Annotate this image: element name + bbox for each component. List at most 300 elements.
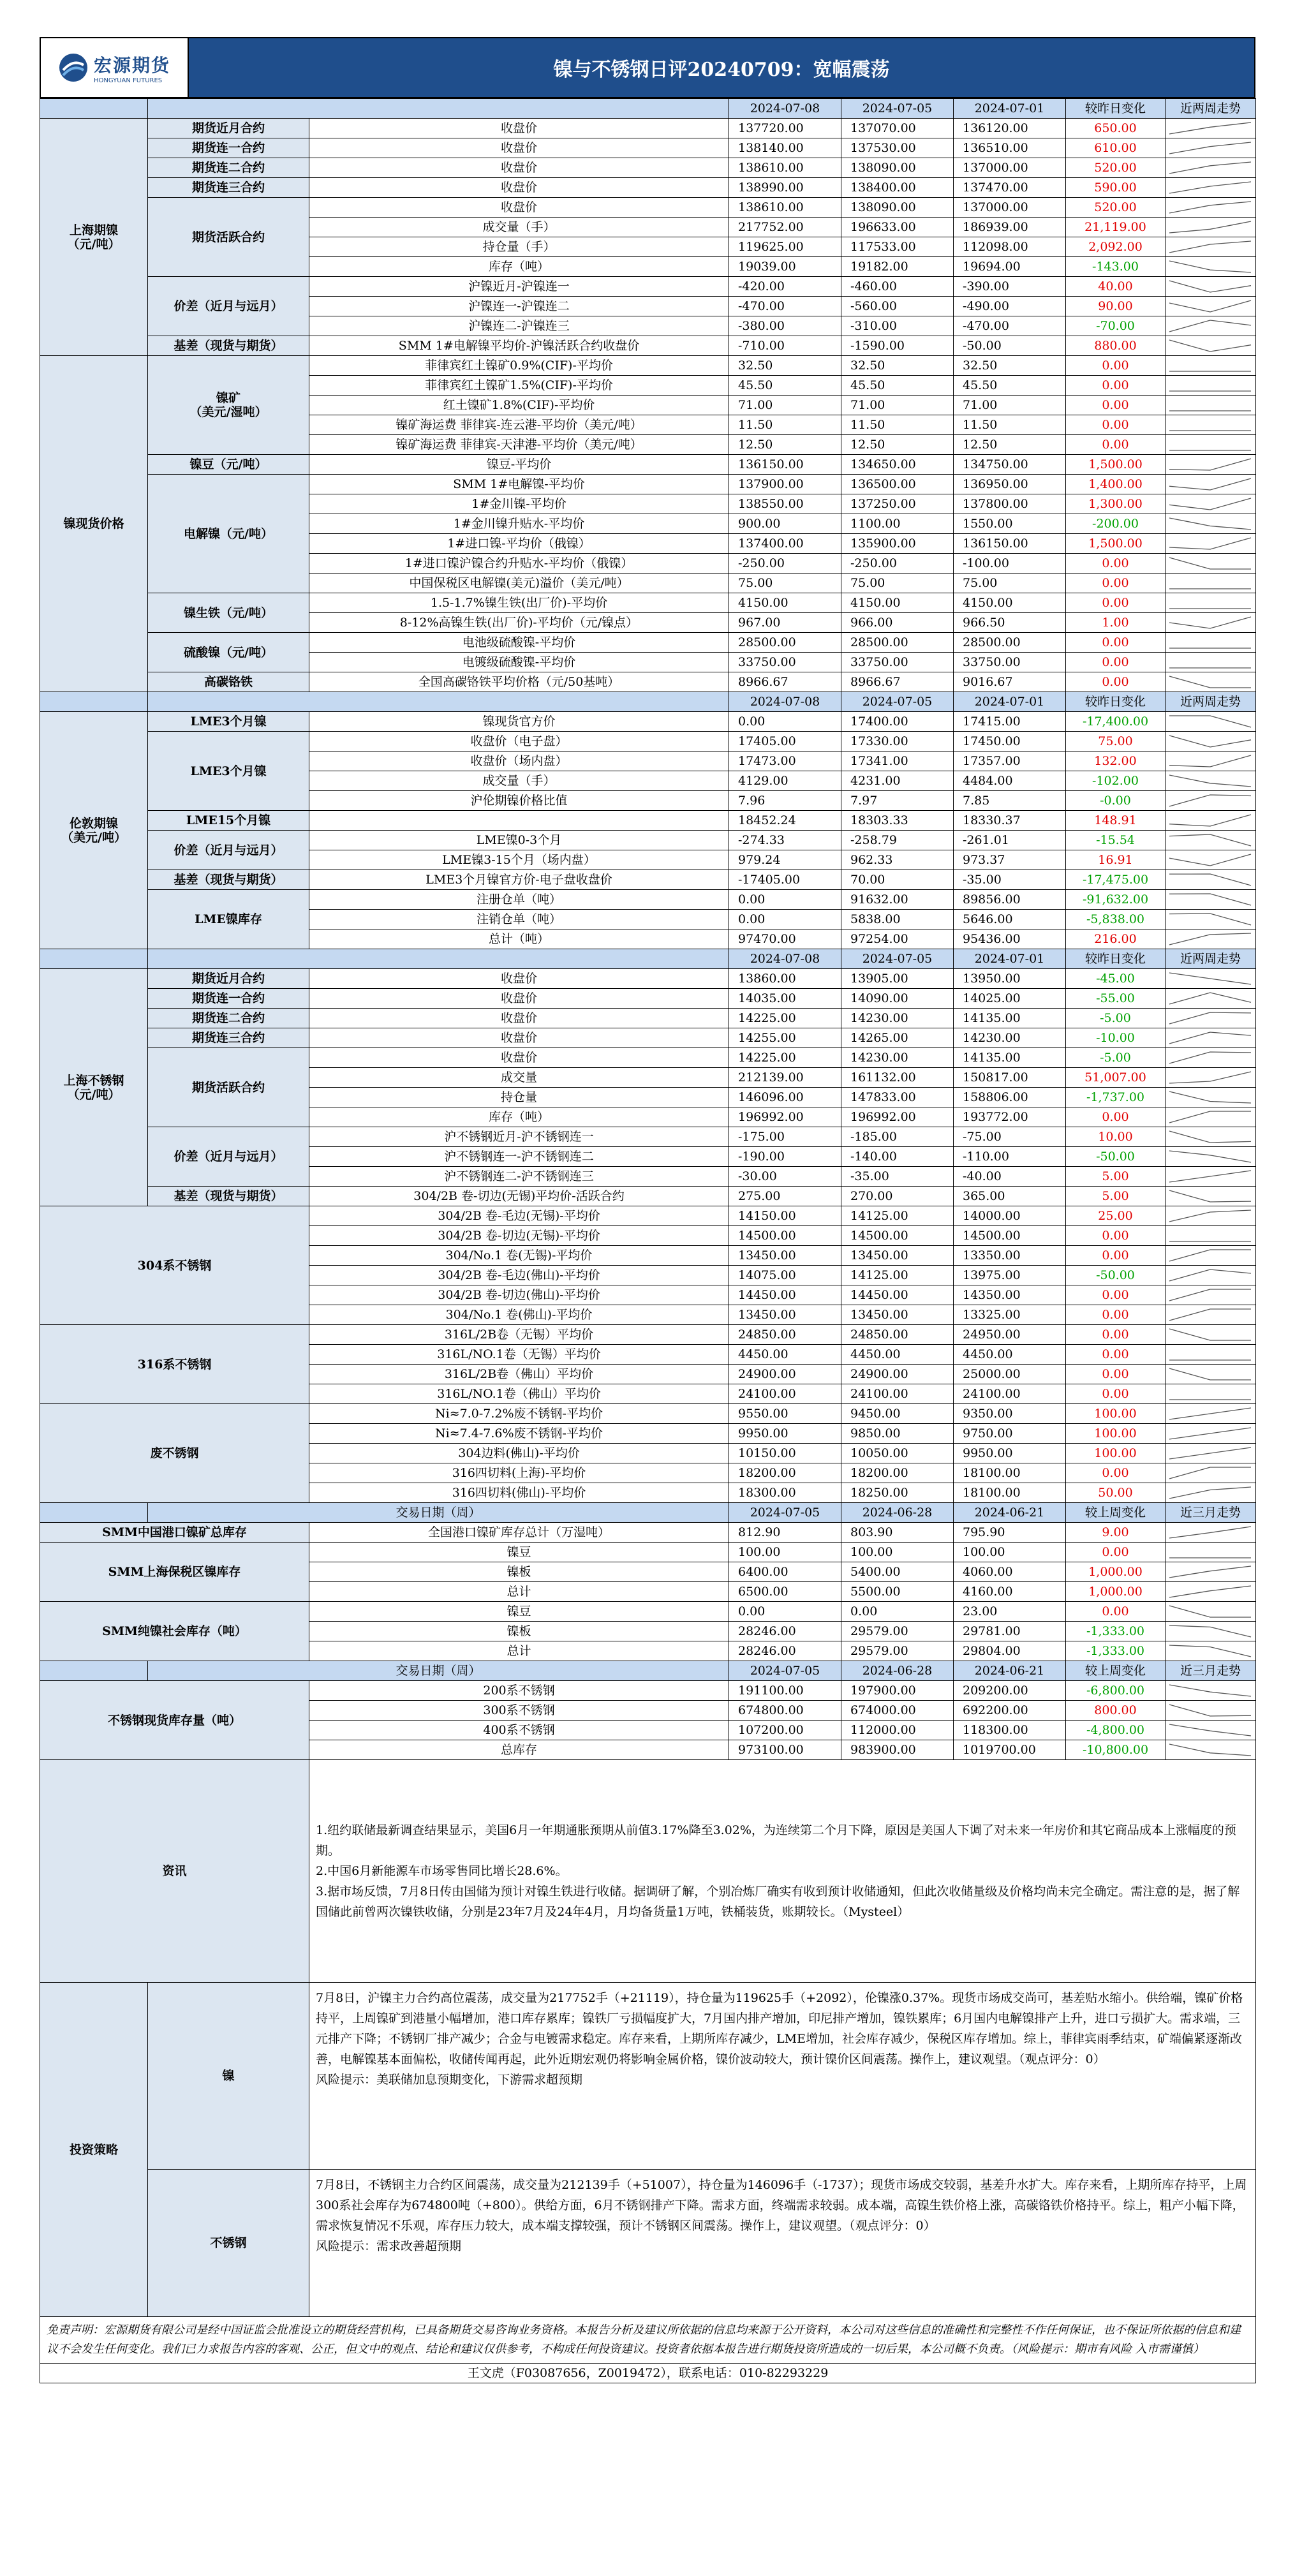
- value-cell: 966.50: [954, 613, 1066, 633]
- sparkline: [1167, 1149, 1254, 1164]
- category-label: LME3个月镍: [148, 712, 309, 732]
- change-cell: -1,737.00: [1066, 1088, 1166, 1107]
- trend-cell: [1166, 1701, 1256, 1721]
- change-cell: 75.00: [1066, 732, 1166, 751]
- value-cell: 75.00: [954, 574, 1066, 593]
- indicator-name: 镍矿海运费 菲律宾-连云港-平均价（美元/吨）: [309, 415, 729, 435]
- value-cell: -110.00: [954, 1147, 1066, 1167]
- indicator-name: 收盘价（电子盘）: [309, 732, 729, 751]
- change-cell: -4,800.00: [1066, 1721, 1166, 1740]
- trend-cell: [1166, 1384, 1256, 1404]
- sparkline: [1167, 318, 1254, 334]
- table-row: [40, 712, 1256, 732]
- change-cell: -102.00: [1066, 771, 1166, 791]
- value-cell: 13905.00: [841, 969, 954, 989]
- value-cell: 191100.00: [729, 1681, 841, 1701]
- change-cell: 800.00: [1066, 1701, 1166, 1721]
- value-cell: 137800.00: [954, 494, 1066, 514]
- change-cell: 0.00: [1066, 1365, 1166, 1384]
- value-cell: 136120.00: [954, 119, 1066, 138]
- value-cell: -185.00: [841, 1127, 954, 1147]
- table-row: [40, 870, 1256, 890]
- trend-cell: [1166, 257, 1256, 277]
- value-cell: 13950.00: [954, 969, 1066, 989]
- change-cell: -1,333.00: [1066, 1641, 1166, 1661]
- trend-cell: [1166, 198, 1256, 218]
- value-cell: -40.00: [954, 1167, 1066, 1187]
- header-blank: [40, 949, 148, 969]
- value-cell: -560.00: [841, 297, 954, 316]
- category-label: 电解镍（元/吨）: [148, 475, 309, 593]
- trend-cell: [1166, 831, 1256, 850]
- value-cell: 137720.00: [729, 119, 841, 138]
- sparkline: [1167, 1406, 1254, 1421]
- value-cell: 365.00: [954, 1187, 1066, 1206]
- value-cell: -380.00: [729, 316, 841, 336]
- strategy-ss-body: 7月8日，不锈钢主力合约区间震荡，成交量为212139手（+51007），持仓量为146096手（-1737）；现货市场成交较弱，基差升水扩大。库存来看，上期所库存持平，上周300系社会库存为674800吨（+800）。供给方面，6月不锈钢排产下降。需求方面，终端需求较弱。成本端，高镍生铁价格上涨，高碳铬铁价格持平。综上，粗产小幅下降，需求恢复情况不乐观，库存压力较大，成本端支撑较强，预计不锈钢区间震荡。操作上，建议观望。（观点评分：0）: [316, 2178, 1247, 2233]
- value-cell: 9350.00: [954, 1404, 1066, 1424]
- value-cell: 10050.00: [841, 1444, 954, 1463]
- trend-cell: [1166, 850, 1256, 870]
- value-cell: -460.00: [841, 277, 954, 297]
- value-cell: 1019700.00: [954, 1740, 1066, 1760]
- value-cell: 1100.00: [841, 514, 954, 534]
- table-row: [40, 811, 1256, 831]
- header-d3: 2024-07-01: [954, 692, 1066, 712]
- change-cell: 148.91: [1066, 811, 1166, 831]
- value-cell: 795.90: [954, 1523, 1066, 1543]
- table-row: [40, 178, 1256, 198]
- header-row: [40, 1661, 1256, 1681]
- trend-cell: [1166, 929, 1256, 949]
- trend-cell: [1166, 554, 1256, 574]
- header-d1: 2024-07-08: [729, 692, 841, 712]
- trend-cell: [1166, 1404, 1256, 1424]
- trend-cell: [1166, 1602, 1256, 1622]
- header-d3: 2024-06-21: [954, 1503, 1066, 1523]
- value-cell: 10150.00: [729, 1444, 841, 1463]
- change-cell: 0.00: [1066, 593, 1166, 613]
- indicator-name: 成交量: [309, 1068, 729, 1088]
- value-cell: 17341.00: [841, 751, 954, 771]
- trend-cell: [1166, 1009, 1256, 1028]
- sparkline: [1167, 1446, 1254, 1461]
- value-cell: 138400.00: [841, 178, 954, 198]
- change-cell: -91,632.00: [1066, 890, 1166, 910]
- value-cell: 18250.00: [841, 1483, 954, 1503]
- value-cell: 137400.00: [729, 534, 841, 554]
- value-cell: 45.50: [729, 376, 841, 396]
- value-cell: 7.96: [729, 791, 841, 811]
- sparkline: [1167, 140, 1254, 156]
- category-label: 期货近月合约: [148, 119, 309, 138]
- value-cell: 14090.00: [841, 989, 954, 1009]
- value-cell: 137530.00: [841, 138, 954, 158]
- indicator-name: 总计（吨）: [309, 929, 729, 949]
- value-cell: 17450.00: [954, 732, 1066, 751]
- value-cell: 32.50: [729, 356, 841, 376]
- value-cell: 29579.00: [841, 1622, 954, 1641]
- value-cell: 9750.00: [954, 1424, 1066, 1444]
- table-row: [40, 831, 1256, 850]
- sparkline: [1167, 1188, 1254, 1204]
- trend-cell: [1166, 158, 1256, 178]
- sparkline: [1167, 655, 1254, 670]
- header-d2: 2024-06-28: [841, 1503, 954, 1523]
- value-cell: 4150.00: [841, 593, 954, 613]
- header-blank: [40, 692, 148, 712]
- sparkline: [1167, 338, 1254, 353]
- strategy-label: 投资策略: [40, 1983, 148, 2317]
- value-cell: 0.00: [729, 910, 841, 929]
- indicator-name: 316四切料(上海)-平均价: [309, 1463, 729, 1483]
- disclaimer: 免责声明：宏源期货有限公司是经中国证监会批准设立的期货经营机构，已具备期货交易咨询业务资格。本报告分析及建议所依据的信息均来源于公开资料，本公司对这些信息的准确性和完整性不作任何保证，也不保证所依据的信息和建议不会发生任何变化。我们已力求报告内容的客观、公正，但文中的观点、结论和建议仅供参考，不构成任何投资建议。投资者依据本报告进行期货投资所造成的一切后果，本公司概不负责。（风险提示：期市有风险 入市需谨慎）: [40, 2317, 1256, 2364]
- indicator-name: 收盘价: [309, 198, 729, 218]
- value-cell: 0.00: [729, 890, 841, 910]
- sparkline: [1167, 1386, 1254, 1402]
- value-cell: 967.00: [729, 613, 841, 633]
- value-cell: 150817.00: [954, 1068, 1066, 1088]
- indicator-name: 注册仓单（吨）: [309, 890, 729, 910]
- value-cell: -274.33: [729, 831, 841, 850]
- indicator-name: Ni≈7.0-7.2%废不锈钢-平均价: [309, 1404, 729, 1424]
- change-cell: -10.00: [1066, 1028, 1166, 1048]
- sparkline: [1167, 1584, 1254, 1599]
- table-row: [40, 633, 1256, 653]
- value-cell: -35.00: [954, 870, 1066, 890]
- value-cell: 9850.00: [841, 1424, 954, 1444]
- value-cell: 275.00: [729, 1187, 841, 1206]
- trend-cell: [1166, 336, 1256, 356]
- section-label: 上海不锈钢 （元/吨）: [40, 969, 148, 1206]
- value-cell: 18330.37: [954, 811, 1066, 831]
- change-cell: 1.00: [1066, 613, 1166, 633]
- value-cell: 138090.00: [841, 158, 954, 178]
- value-cell: 19039.00: [729, 257, 841, 277]
- value-cell: 8966.67: [841, 672, 954, 692]
- category-label: 废不锈钢: [40, 1404, 309, 1503]
- value-cell: 9450.00: [841, 1404, 954, 1424]
- change-cell: 0.00: [1066, 1246, 1166, 1266]
- change-cell: -70.00: [1066, 316, 1166, 336]
- value-cell: 9950.00: [954, 1444, 1066, 1463]
- sparkline: [1167, 1643, 1254, 1659]
- indicator-name: 316L/2B卷（无锡）平均价: [309, 1325, 729, 1345]
- value-cell: 14500.00: [729, 1226, 841, 1246]
- trend-cell: [1166, 969, 1256, 989]
- indicator-name: 304/2B 卷-切边(无锡)平均价-活跃合约: [309, 1187, 729, 1206]
- indicator-name: 1#金川镍-平均价: [309, 494, 729, 514]
- value-cell: 33750.00: [729, 653, 841, 672]
- value-cell: 14225.00: [729, 1009, 841, 1028]
- value-cell: 7.97: [841, 791, 954, 811]
- change-cell: 0.00: [1066, 574, 1166, 593]
- value-cell: -250.00: [729, 554, 841, 574]
- value-cell: 14075.00: [729, 1266, 841, 1285]
- strategy-ss-label: 不锈钢: [148, 2170, 309, 2317]
- table-row: [40, 475, 1256, 494]
- value-cell: 100.00: [954, 1543, 1066, 1562]
- header-d2: 2024-06-28: [841, 1661, 954, 1681]
- value-cell: 28500.00: [954, 633, 1066, 653]
- value-cell: 75.00: [729, 574, 841, 593]
- trend-cell: [1166, 910, 1256, 929]
- value-cell: 14255.00: [729, 1028, 841, 1048]
- value-cell: 32.50: [841, 356, 954, 376]
- trend-cell: [1166, 297, 1256, 316]
- change-cell: 0.00: [1066, 435, 1166, 455]
- news-item: 1.纽约联储最新调查结果显示，美国6月一年期通胀预期从前值3.17%降至3.02%，为连续第二个月下降，原因是美国人下调了对未来一年房价和其它商品成本上涨幅度的预期。: [316, 1823, 1236, 1858]
- change-cell: 100.00: [1066, 1404, 1166, 1424]
- value-cell: 89856.00: [954, 890, 1066, 910]
- header-chg: 较昨日变化: [1066, 949, 1166, 969]
- trend-cell: [1166, 376, 1256, 396]
- indicator-name: 316L/NO.1卷（无锡）平均价: [309, 1345, 729, 1365]
- trend-cell: [1166, 1523, 1256, 1543]
- change-cell: 1,500.00: [1066, 534, 1166, 554]
- trend-cell: [1166, 277, 1256, 297]
- sparkline: [1167, 1090, 1254, 1105]
- header-d3: 2024-07-01: [954, 99, 1066, 119]
- value-cell: -470.00: [729, 297, 841, 316]
- indicator-name: 1#进口镍沪镍合约升贴水-平均价（俄镍）: [309, 554, 729, 574]
- header-d1: 2024-07-05: [729, 1503, 841, 1523]
- header-row: [40, 949, 1256, 969]
- category-label: 期货连一合约: [148, 989, 309, 1009]
- value-cell: 71.00: [729, 396, 841, 415]
- value-cell: 70.00: [841, 870, 954, 890]
- change-cell: 1,000.00: [1066, 1582, 1166, 1602]
- indicator-name: 1.5-1.7%镍生铁(出厂价)-平均价: [309, 593, 729, 613]
- header-indicator: 交易日期（周）: [148, 1503, 729, 1523]
- value-cell: 29804.00: [954, 1641, 1066, 1661]
- trend-cell: [1166, 1107, 1256, 1127]
- value-cell: 14450.00: [729, 1285, 841, 1305]
- change-cell: 5.00: [1066, 1187, 1166, 1206]
- sparkline: [1167, 773, 1254, 788]
- disclaimer-row: [40, 2317, 1256, 2364]
- trend-cell: [1166, 1463, 1256, 1483]
- sparkline: [1167, 813, 1254, 828]
- header-chg: 较上周变化: [1066, 1503, 1166, 1523]
- category-label: 基差（现货与期货）: [148, 1187, 309, 1206]
- value-cell: 24100.00: [729, 1384, 841, 1404]
- value-cell: 193772.00: [954, 1107, 1066, 1127]
- value-cell: 5400.00: [841, 1562, 954, 1582]
- value-cell: 900.00: [729, 514, 841, 534]
- indicator-name: 镍板: [309, 1562, 729, 1582]
- indicator-name: 总计: [309, 1641, 729, 1661]
- indicator-name: 收盘价: [309, 989, 729, 1009]
- change-cell: 0.00: [1066, 1463, 1166, 1483]
- trend-cell: [1166, 593, 1256, 613]
- value-cell: 18303.33: [841, 811, 954, 831]
- value-cell: 18100.00: [954, 1483, 1066, 1503]
- indicator-name: 镍矿海运费 菲律宾-天津港-平均价（美元/吨）: [309, 435, 729, 455]
- sparkline: [1167, 1426, 1254, 1441]
- indicator-name: LME镍0-3个月: [309, 831, 729, 850]
- value-cell: -310.00: [841, 316, 954, 336]
- trend-cell: [1166, 1543, 1256, 1562]
- sparkline: [1167, 239, 1254, 255]
- value-cell: 674800.00: [729, 1701, 841, 1721]
- section-label: 上海期镍 （元/吨）: [40, 119, 148, 356]
- category-label: 期货活跃合约: [148, 198, 309, 277]
- value-cell: 14225.00: [729, 1048, 841, 1068]
- category-label: 价差（近月与远月）: [148, 277, 309, 336]
- table-row: [40, 119, 1256, 138]
- trend-cell: [1166, 494, 1256, 514]
- value-cell: 209200.00: [954, 1681, 1066, 1701]
- trend-cell: [1166, 712, 1256, 732]
- value-cell: 197900.00: [841, 1681, 954, 1701]
- value-cell: -175.00: [729, 1127, 841, 1147]
- value-cell: 13450.00: [841, 1246, 954, 1266]
- sparkline: [1167, 457, 1254, 472]
- change-cell: 0.00: [1066, 1285, 1166, 1305]
- change-cell: 0.00: [1066, 1345, 1166, 1365]
- value-cell: 4450.00: [729, 1345, 841, 1365]
- value-cell: 95436.00: [954, 929, 1066, 949]
- value-cell: 118300.00: [954, 1721, 1066, 1740]
- value-cell: -490.00: [954, 297, 1066, 316]
- sparkline: [1167, 1228, 1254, 1243]
- value-cell: 11.50: [954, 415, 1066, 435]
- sparkline: [1167, 1030, 1254, 1046]
- category-label: 价差（近月与远月）: [148, 1127, 309, 1187]
- trend-cell: [1166, 1028, 1256, 1048]
- sparkline: [1167, 1525, 1254, 1540]
- table-row: [40, 336, 1256, 356]
- header-d3: 2024-06-21: [954, 1661, 1066, 1681]
- indicator-name: 收盘价: [309, 138, 729, 158]
- trend-cell: [1166, 218, 1256, 237]
- indicator-name: 成交量（手）: [309, 218, 729, 237]
- value-cell: 29579.00: [841, 1641, 954, 1661]
- sparkline: [1167, 1564, 1254, 1580]
- sparkline: [1167, 477, 1254, 492]
- indicator-name: 1#金川镍升贴水-平均价: [309, 514, 729, 534]
- trend-cell: [1166, 455, 1256, 475]
- indicator-name: 镍现货官方价: [309, 712, 729, 732]
- value-cell: -75.00: [954, 1127, 1066, 1147]
- table-row: [40, 989, 1256, 1009]
- header-indicator: [148, 949, 729, 969]
- sparkline: [1167, 575, 1254, 591]
- value-cell: 24100.00: [954, 1384, 1066, 1404]
- indicator-name: 总计: [309, 1582, 729, 1602]
- value-cell: 138990.00: [729, 178, 841, 198]
- indicator-name: 全国高碳铬铁平均价格（元/50基吨）: [309, 672, 729, 692]
- change-cell: 520.00: [1066, 198, 1166, 218]
- value-cell: 5838.00: [841, 910, 954, 929]
- value-cell: -390.00: [954, 277, 1066, 297]
- value-cell: 137070.00: [841, 119, 954, 138]
- change-cell: 0.00: [1066, 1325, 1166, 1345]
- header-trend: 近两周走势: [1166, 949, 1256, 969]
- indicator-name: 304/2B 卷-毛边(佛山)-平均价: [309, 1266, 729, 1285]
- table-row: [40, 356, 1256, 376]
- indicator-name: 菲律宾红土镍矿1.5%(CIF)-平均价: [309, 376, 729, 396]
- indicator-name: SMM 1#电解镍-平均价: [309, 475, 729, 494]
- value-cell: 137470.00: [954, 178, 1066, 198]
- indicator-name: LME镍3-15个月（场内盘）: [309, 850, 729, 870]
- value-cell: 24850.00: [729, 1325, 841, 1345]
- value-cell: 4450.00: [954, 1345, 1066, 1365]
- sparkline: [1167, 1624, 1254, 1639]
- indicator-name: 沪镍连一-沪镍连二: [309, 297, 729, 316]
- value-cell: 23.00: [954, 1602, 1066, 1622]
- indicator-name: 316四切料(佛山)-平均价: [309, 1483, 729, 1503]
- report-header: [40, 37, 1255, 98]
- value-cell: 5500.00: [841, 1582, 954, 1602]
- change-cell: -5,838.00: [1066, 910, 1166, 929]
- table-row: [40, 890, 1256, 910]
- indicator-name: SMM 1#电解镍平均价-沪镍活跃合约收盘价: [309, 336, 729, 356]
- change-cell: 610.00: [1066, 138, 1166, 158]
- value-cell: 100.00: [841, 1543, 954, 1562]
- indicator-name: 收盘价: [309, 969, 729, 989]
- value-cell: 18452.24: [729, 811, 841, 831]
- indicator-name: 304/No.1 卷(无锡)-平均价: [309, 1246, 729, 1266]
- change-cell: 650.00: [1066, 119, 1166, 138]
- change-cell: -0.00: [1066, 791, 1166, 811]
- sparkline: [1167, 615, 1254, 630]
- change-cell: 0.00: [1066, 653, 1166, 672]
- sparkline: [1167, 1070, 1254, 1085]
- value-cell: 17473.00: [729, 751, 841, 771]
- value-cell: 13450.00: [729, 1305, 841, 1325]
- indicator-name: 电镀级硫酸镍-平均价: [309, 653, 729, 672]
- category-label: 镍矿 （美元/湿吨）: [148, 356, 309, 455]
- value-cell: 17357.00: [954, 751, 1066, 771]
- trend-cell: [1166, 415, 1256, 435]
- trend-cell: [1166, 890, 1256, 910]
- table-row: [40, 455, 1256, 475]
- value-cell: 12.50: [954, 435, 1066, 455]
- value-cell: 91632.00: [841, 890, 954, 910]
- trend-cell: [1166, 1206, 1256, 1226]
- category-label: 期货近月合约: [148, 969, 309, 989]
- value-cell: 137900.00: [729, 475, 841, 494]
- indicator-name: 镍豆-平均价: [309, 455, 729, 475]
- trend-cell: [1166, 613, 1256, 633]
- trend-cell: [1166, 356, 1256, 376]
- value-cell: 13860.00: [729, 969, 841, 989]
- change-cell: 0.00: [1066, 1602, 1166, 1622]
- trend-cell: [1166, 791, 1256, 811]
- change-cell: 0.00: [1066, 396, 1166, 415]
- value-cell: 136500.00: [841, 475, 954, 494]
- indicator-name: 镍板: [309, 1622, 729, 1641]
- value-cell: -420.00: [729, 277, 841, 297]
- trend-cell: [1166, 1622, 1256, 1641]
- value-cell: 28500.00: [729, 633, 841, 653]
- trend-cell: [1166, 534, 1256, 554]
- value-cell: 134750.00: [954, 455, 1066, 475]
- value-cell: 19182.00: [841, 257, 954, 277]
- trend-cell: [1166, 1444, 1256, 1463]
- value-cell: 973100.00: [729, 1740, 841, 1760]
- strategy-nickel-risk: 风险提示：美联储加息预期变化，下游需求超预期: [316, 2073, 583, 2087]
- trend-cell: [1166, 1325, 1256, 1345]
- change-cell: -143.00: [1066, 257, 1166, 277]
- indicator-name: 沪镍连二-沪镍连三: [309, 316, 729, 336]
- value-cell: 119625.00: [729, 237, 841, 257]
- value-cell: 24900.00: [729, 1365, 841, 1384]
- indicator-name: 库存（吨）: [309, 257, 729, 277]
- change-cell: 132.00: [1066, 751, 1166, 771]
